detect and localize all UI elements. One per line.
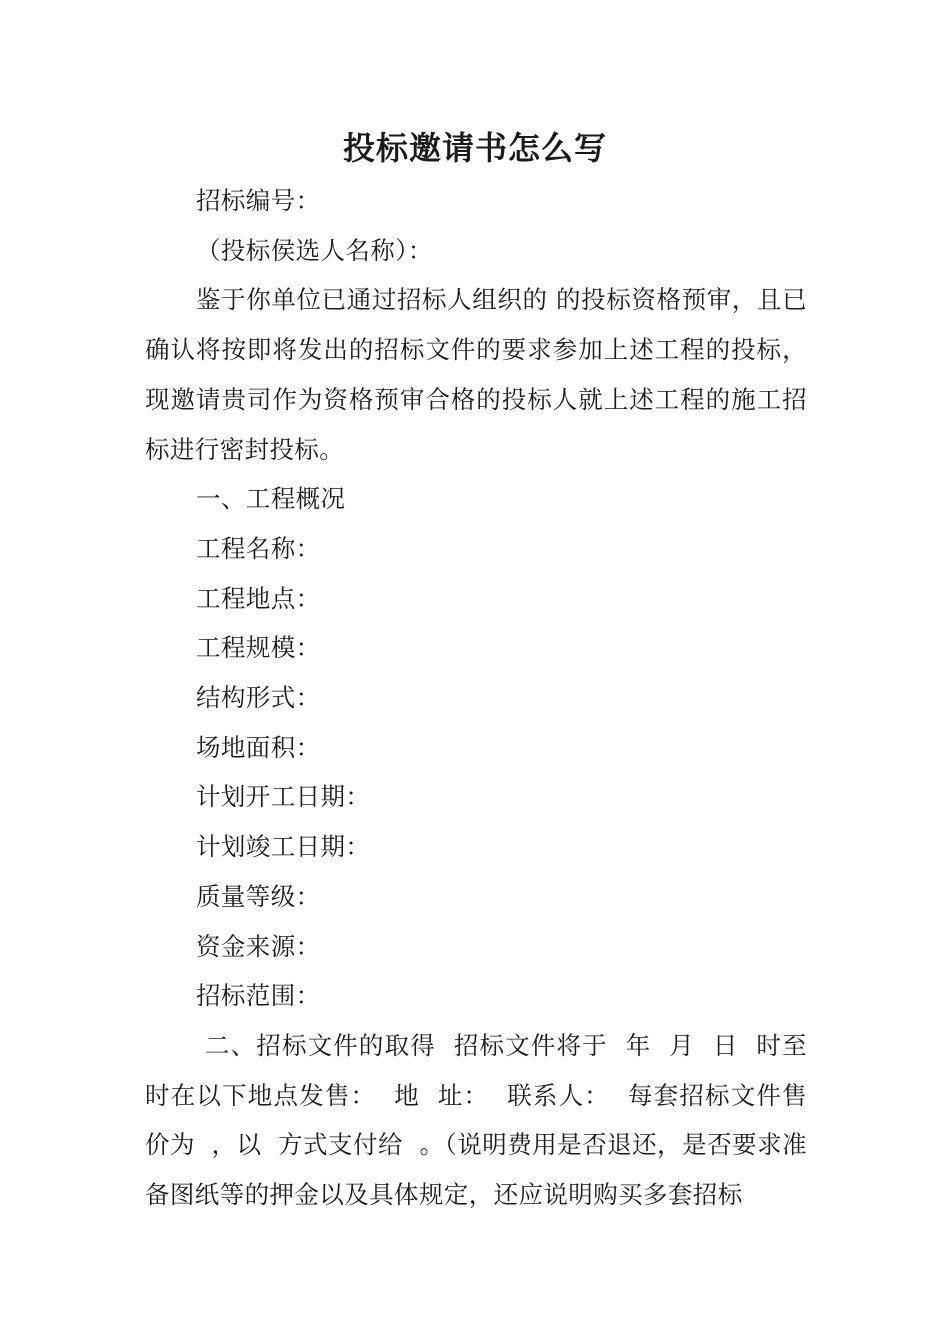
field-funding-source: 资金来源： xyxy=(196,931,321,961)
bid-number-label: 招标编号： xyxy=(196,186,321,215)
field-project-location: 工程地点： xyxy=(196,583,321,613)
field-tender-scope: 招标范围： xyxy=(196,981,321,1011)
section-2-paragraph: 二、招标文件的取得 招标文件将于 年 月 日 时至 时在以下地点发售： 地 址： 联系人： 每套招标文件售价为 ，以 方式支付给 。（说明费用是否退还，是否要求准备图纸等的押金以及具体规定，还应说明购买多套招标 xyxy=(145,1030,824,1210)
field-planned-start-date: 计划开工日期： xyxy=(196,782,371,812)
field-project-name: 工程名称： xyxy=(196,533,321,563)
field-planned-completion-date: 计划竣工日期： xyxy=(196,832,371,862)
field-structure-type: 结构形式： xyxy=(196,683,321,713)
document-title: 投标邀请书怎么写 xyxy=(342,129,607,167)
field-quality-grade: 质量等级： xyxy=(196,881,321,911)
intro-paragraph: 鉴于你单位已通过招标人组织的 的投标资格预审，且已确认将按即将发出的招标文件的要求参加上述工程的投标，现邀请贵司作为资格预审合格的投标人就上述工程的施工招标进行密封投标。 xyxy=(145,285,807,464)
addressee-line: （投标侯选人名称）： xyxy=(196,235,433,265)
section-1-heading: 一、工程概况 xyxy=(196,484,346,514)
field-project-scale: 工程规模： xyxy=(196,633,321,663)
document-body xyxy=(145,176,824,1220)
field-site-area: 场地面积： xyxy=(196,732,321,762)
